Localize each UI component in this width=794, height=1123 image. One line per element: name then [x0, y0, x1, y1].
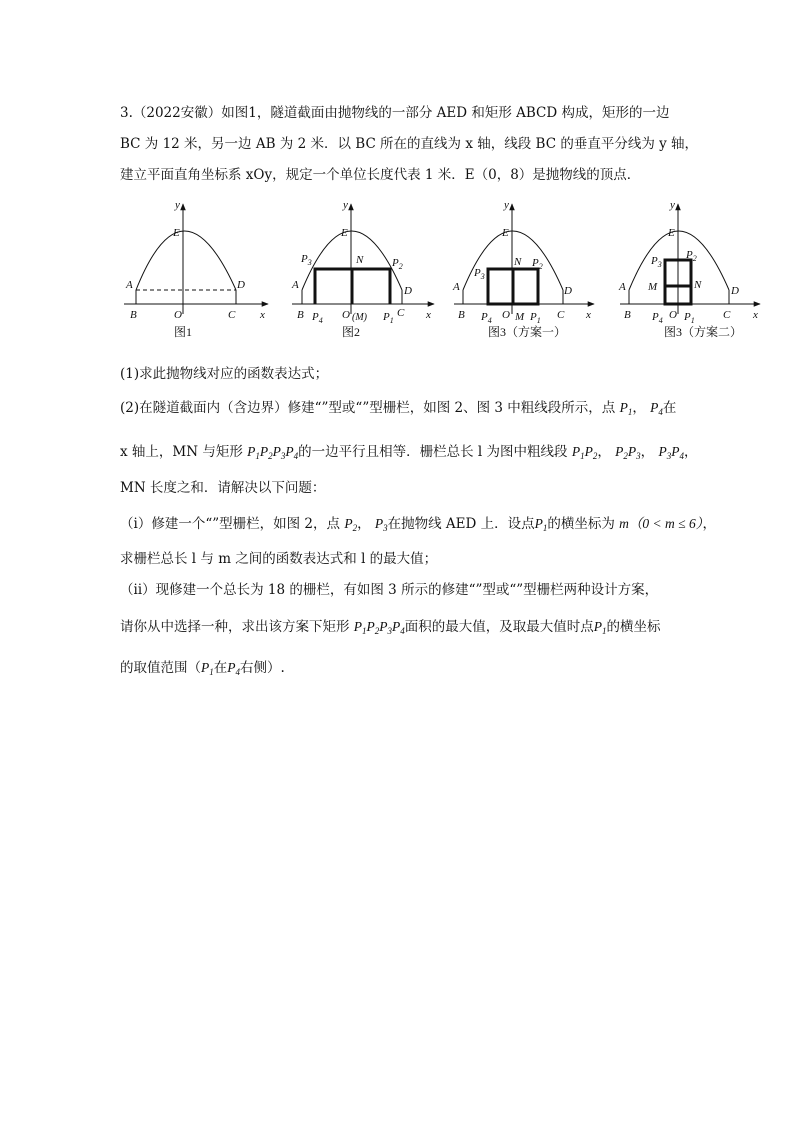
- fig2-label-e: E: [341, 227, 348, 239]
- fig3b-label-d: D: [731, 285, 739, 297]
- fig3b-label-c: C: [723, 309, 731, 321]
- fig2-label-p4: $P_4$: [312, 311, 323, 325]
- fig1-label-x: x: [260, 309, 265, 321]
- fig3a-label-p4: $P_4$: [481, 311, 492, 325]
- fig2-fence: [315, 269, 390, 304]
- question-2ii-line-2: 请你从中选择一种，求出该方案下矩形 $P_1P_2P_3P_4$面积的最大值，及取最大值时点$P_1$的横坐标: [120, 619, 661, 636]
- fig2-label-b: B: [297, 309, 304, 321]
- fig3b-label-a: A: [619, 281, 626, 293]
- fig3b-label-n: N: [694, 279, 702, 291]
- fig3b-label-p2: $P_2$: [686, 249, 697, 263]
- fig3a-label-p3: $P_3$: [474, 267, 485, 281]
- fig3b-label-e: E: [668, 227, 675, 239]
- fig3a-caption: 图3（方案一）: [488, 325, 567, 339]
- question-2-line-2: x 轴上，MN 与矩形 $P_1P_2P_3P_4$的一边平行且相等．栅栏总长 l 为图中粗线段 $P_1P_2$， $P_2P_3$， $P_3P_4$，: [120, 444, 698, 461]
- fig1-label-c: C: [228, 309, 236, 321]
- fig1-label-b: B: [130, 309, 137, 321]
- fig3a-label-p1: $P_1$: [530, 311, 541, 325]
- fig3b-label-p1: $P_1$: [684, 311, 695, 325]
- fig2-label-x: x: [426, 309, 431, 321]
- fig1-label-a: A: [126, 279, 133, 291]
- fig2-label-y: y: [343, 199, 348, 211]
- fig3a-label-p2: $P_2$: [532, 257, 543, 271]
- figures-svg: [116, 196, 766, 346]
- figure-3a: [454, 204, 594, 314]
- fig3b-label-o: O: [669, 309, 677, 321]
- problem-line-1: 3.（2022安徽）如图1，隧道截面由抛物线的一部分 AED 和矩形 ABCD 构成，矩形的一边: [120, 105, 670, 121]
- figure-1: [124, 204, 268, 314]
- fig1-label-o: O: [174, 309, 182, 321]
- fig3a-label-c: C: [557, 309, 565, 321]
- fig3b-label-p4: $P_4$: [652, 311, 663, 325]
- fig2-label-m: (M): [352, 312, 367, 323]
- fig1-label-e: E: [173, 227, 180, 239]
- fig1-label-d: D: [237, 279, 245, 291]
- fig3a-label-n: N: [514, 256, 522, 268]
- question-2ii-line-3: 的取值范围（$P_1$在$P_4$右侧）.: [120, 660, 285, 677]
- fig3a-label-x: x: [586, 309, 591, 321]
- fig2-label-p2: $P_2$: [392, 257, 403, 271]
- question-2-line-1: (2)在隧道截面内（含边界）修建“”型或“”型栅栏，如图 2、图 3 中粗线段所示，点 $P_1$， $P_4$在: [120, 400, 677, 417]
- fig3a-fence: [488, 269, 538, 304]
- question-2-line-3: MN 长度之和．请解决以下问题：: [120, 480, 326, 496]
- question-2ii-line-1: （ⅱ）现修建一个总长为 18 的栅栏，有如图 3 所示的修建“”型或“”型栅栏两种设计方案，: [120, 582, 659, 598]
- fig2-label-p3: $P_3$: [301, 253, 312, 267]
- fig3b-label-p3: $P_3$: [651, 255, 662, 269]
- fig3a-label-b: B: [458, 309, 465, 321]
- fig2-label-c: C: [397, 307, 405, 319]
- question-2i-line-1: （ⅰ）修建一个“”型栅栏，如图 2，点 $P_2$， $P_3$在抛物线 AED 上．设点$P_1$的横坐标为 m（0 < m ≤ 6），: [120, 516, 716, 533]
- fig3a-label-a: A: [453, 281, 460, 293]
- fig3a-label-d: D: [564, 285, 572, 297]
- fig2-caption: 图2: [342, 325, 361, 339]
- fig3a-label-o: O: [502, 309, 510, 321]
- fig3b-label-b: B: [624, 309, 631, 321]
- fig1-parabola: [136, 231, 236, 290]
- fig3b-label-m: M: [648, 281, 658, 293]
- question-2i-line-2: 求栅栏总长 l 与 m 之间的函数表达式和 l 的最大值；: [120, 551, 438, 567]
- fig1-caption: 图1: [174, 325, 193, 339]
- problem-line-2: BC 为 12 米，另一边 AB 为 2 米．以 BC 所在的直线为 x 轴，线段 BC 的垂直平分线为 y 轴，: [120, 136, 699, 152]
- question-1: (1)求此抛物线对应的函数表达式；: [120, 366, 329, 382]
- fig2-label-a: A: [292, 279, 299, 291]
- problem-line-3: 建立平面直角坐标系 xOy，规定一个单位长度代表 1 米．E（0，8）是抛物线的顶点．: [120, 167, 641, 183]
- fig2-label-n: N: [356, 254, 364, 266]
- fig2-label-d: D: [404, 285, 412, 297]
- fig2-label-p1: $P_1$: [383, 311, 394, 325]
- fig2-label-o: O: [342, 309, 350, 321]
- fig3a-label-m: M: [515, 311, 525, 323]
- figures-row: [116, 196, 766, 346]
- fig3a-label-e: E: [502, 227, 509, 239]
- fig3b-label-x: x: [753, 309, 758, 321]
- fig1-label-y: y: [175, 199, 180, 211]
- fig3a-label-y: y: [504, 199, 509, 211]
- fig3b-label-y: y: [670, 199, 675, 211]
- fig3b-caption: 图3（方案二）: [664, 325, 743, 339]
